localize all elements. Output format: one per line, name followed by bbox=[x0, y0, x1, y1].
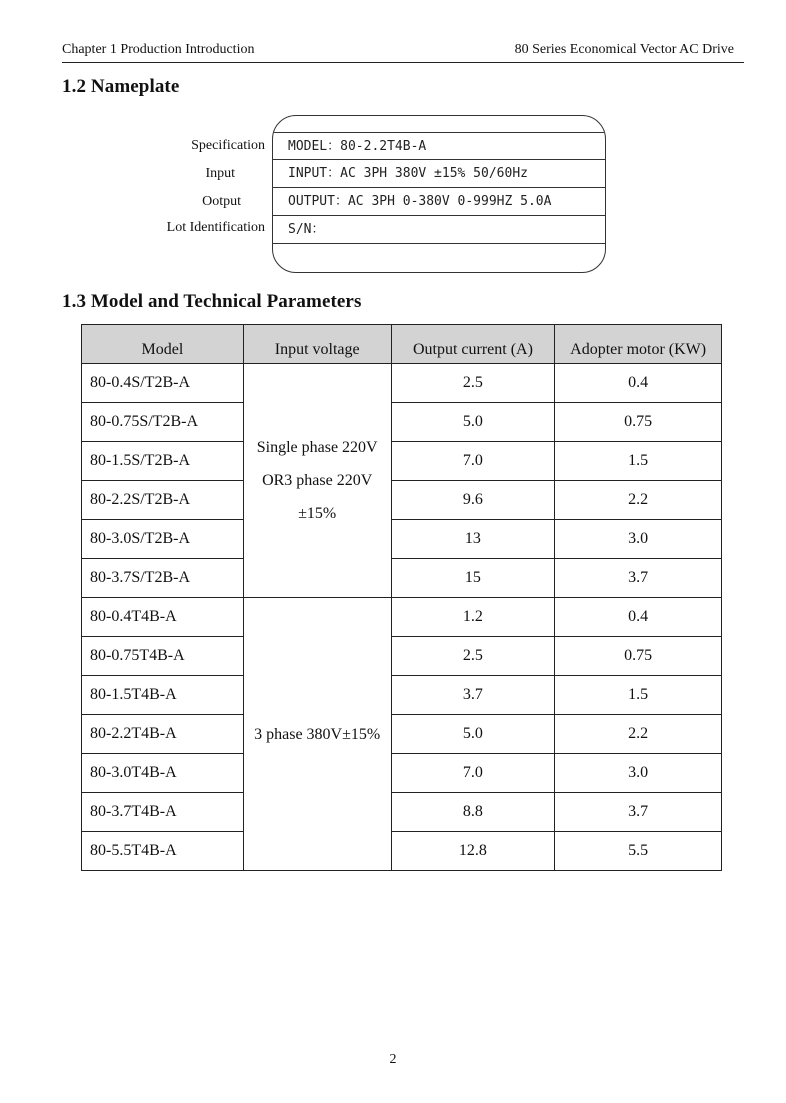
cell-output-current: 2.5 bbox=[391, 364, 555, 403]
voltage-line: 3 phase 380V±15% bbox=[254, 725, 381, 743]
cell-model: 80-5.5T4B-A bbox=[82, 832, 244, 871]
table-row bbox=[82, 442, 722, 481]
table-row bbox=[82, 832, 722, 871]
cell-output-current: 9.6 bbox=[391, 481, 555, 520]
cell-output-current: 8.8 bbox=[391, 793, 555, 832]
nameplate-label-output: Ootput bbox=[202, 194, 241, 209]
nameplate-label-specification: Specification bbox=[191, 138, 265, 153]
cell-model: 80-2.2S/T2B-A bbox=[82, 481, 244, 520]
cell-output-current: 7.0 bbox=[391, 754, 555, 793]
table-row bbox=[82, 559, 722, 598]
column-header-model: Model bbox=[82, 325, 244, 364]
cell-output-current: 2.5 bbox=[391, 637, 555, 676]
table-row bbox=[82, 481, 722, 520]
cell-output-current: 15 bbox=[391, 559, 555, 598]
cell-model: 80-1.5T4B-A bbox=[82, 676, 244, 715]
table-row bbox=[82, 637, 722, 676]
chapter-title: Chapter 1 Production Introduction bbox=[62, 42, 255, 57]
cell-adopter-motor: 3.7 bbox=[555, 559, 722, 598]
document-title: 80 Series Economical Vector AC Drive bbox=[514, 42, 734, 57]
cell-adopter-motor: 3.0 bbox=[555, 520, 722, 559]
cell-output-current: 5.0 bbox=[391, 403, 555, 442]
column-header-input-voltage: Input voltage bbox=[243, 325, 391, 364]
cell-adopter-motor: 1.5 bbox=[555, 442, 722, 481]
nameplate-row-input: INPUT：AC 3PH 380V ±15% 50/60Hz bbox=[273, 160, 605, 188]
cell-adopter-motor: 0.75 bbox=[555, 637, 722, 676]
voltage-line: OR3 phase 220V bbox=[262, 472, 373, 489]
cell-adopter-motor: 3.0 bbox=[555, 754, 722, 793]
page-header bbox=[62, 42, 744, 63]
cell-model: 80-0.75T4B-A bbox=[82, 637, 244, 676]
nameplate-row-model: MODEL：80-2.2T4B-A bbox=[273, 132, 605, 160]
cell-output-current: 13 bbox=[391, 520, 555, 559]
cell-model: 80-0.75S/T2B-A bbox=[82, 403, 244, 442]
nameplate-row-output: OUTPUT：AC 3PH 0-380V 0-999HZ 5.0A bbox=[273, 188, 605, 216]
cell-output-current: 1.2 bbox=[391, 598, 555, 637]
cell-output-current: 3.7 bbox=[391, 676, 555, 715]
cell-output-current: 5.0 bbox=[391, 715, 555, 754]
cell-adopter-motor: 0.4 bbox=[555, 598, 722, 637]
cell-model: 80-3.7T4B-A bbox=[82, 793, 244, 832]
column-header-adopter-motor: Adopter motor (KW) bbox=[555, 325, 722, 364]
cell-adopter-motor: 2.2 bbox=[555, 481, 722, 520]
nameplate-box bbox=[272, 115, 606, 273]
cell-model: 80-3.0S/T2B-A bbox=[82, 520, 244, 559]
cell-model: 80-3.0T4B-A bbox=[82, 754, 244, 793]
cell-adopter-motor: 3.7 bbox=[555, 793, 722, 832]
cell-adopter-motor: 1.5 bbox=[555, 676, 722, 715]
table-row bbox=[82, 364, 722, 403]
cell-output-current: 7.0 bbox=[391, 442, 555, 481]
cell-model: 80-0.4T4B-A bbox=[82, 598, 244, 637]
table-row bbox=[82, 793, 722, 832]
model-parameters-heading: 1.3 Model and Technical Parameters bbox=[62, 291, 362, 312]
table-row bbox=[82, 715, 722, 754]
cell-model: 80-1.5S/T2B-A bbox=[82, 442, 244, 481]
table-row bbox=[82, 520, 722, 559]
table-row bbox=[82, 598, 722, 637]
table-row bbox=[82, 754, 722, 793]
cell-adopter-motor: 2.2 bbox=[555, 715, 722, 754]
table-row bbox=[82, 676, 722, 715]
cell-adopter-motor: 0.4 bbox=[555, 364, 722, 403]
cell-adopter-motor: 5.5 bbox=[555, 832, 722, 871]
cell-model: 80-3.7S/T2B-A bbox=[82, 559, 244, 598]
column-header-output-current: Output current (A) bbox=[391, 325, 555, 364]
nameplate-heading: 1.2 Nameplate bbox=[62, 76, 180, 97]
voltage-line: ±15% bbox=[298, 505, 337, 522]
cell-output-current: 12.8 bbox=[391, 832, 555, 871]
cell-input-voltage-group-three-phase bbox=[243, 598, 391, 871]
cell-adopter-motor: 0.75 bbox=[555, 403, 722, 442]
table-header-row bbox=[82, 325, 722, 364]
cell-model: 80-2.2T4B-A bbox=[82, 715, 244, 754]
nameplate-label-lot: Lot Identification bbox=[166, 220, 265, 235]
nameplate-label-input: Input bbox=[205, 166, 235, 181]
nameplate-row-serial: S/N： bbox=[273, 216, 605, 244]
voltage-line: Single phase 220V bbox=[256, 439, 378, 456]
cell-model: 80-0.4S/T2B-A bbox=[82, 364, 244, 403]
cell-input-voltage-group-single-phase bbox=[243, 364, 391, 598]
table-row bbox=[82, 403, 722, 442]
page-number: 2 bbox=[389, 1052, 397, 1067]
model-parameters-table bbox=[81, 324, 722, 871]
